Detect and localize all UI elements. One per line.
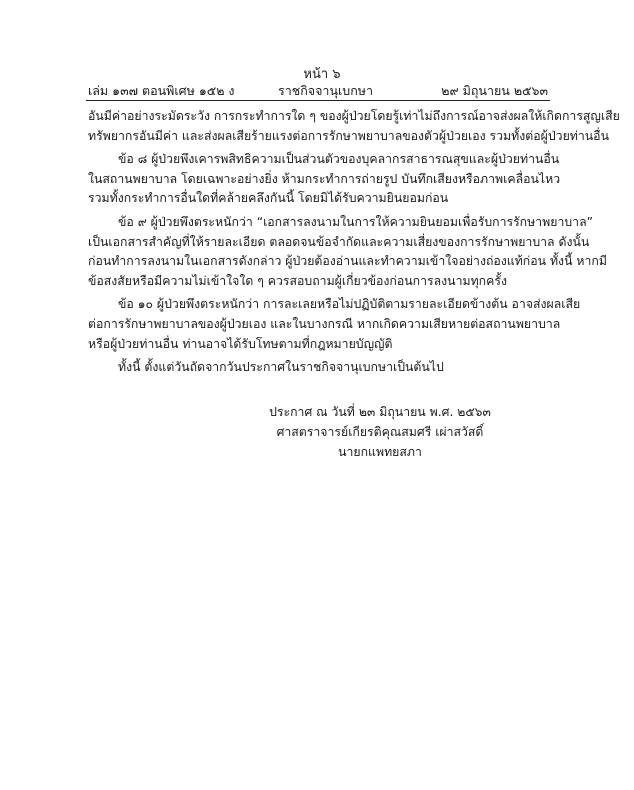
document-body xyxy=(88,107,620,378)
gazette-header xyxy=(88,81,548,99)
body-line: ต่อการรักษาพยาบาลของผู้ป่วยเอง และในบางกรณี หากเกิดความเสียหายต่อสถานพยาบาล xyxy=(88,316,561,331)
volume-issue: เล่ม ๑๓๗ ตอนพิเศษ ๑๕๒ ง xyxy=(88,83,235,98)
body-line: ทั้งนี้ ตั้งแต่วันถัดจากวันประกาศในราชกิจจานุเบกษาเป็นต้นไป xyxy=(118,360,444,375)
body-line: ก่อนทำการลงนามในเอกสารดังกล่าว ผู้ป่วยต้องอ่านและทำความเข้าใจอย่างถ่องแท้ก่อน ทั้งนี้ หากมี xyxy=(88,254,607,269)
body-line: ข้อสงสัยหรือมีความไม่เข้าใจใด ๆ ควรสอบถามผู้เกี่ยวข้องก่อนการลงนามทุกครั้ง xyxy=(88,273,507,288)
body-line: หรือผู้ป่วยท่านอื่น ท่านอาจได้รับโทษตามที่กฎหมายบัญญัติ xyxy=(88,336,393,351)
body-line: เป็นเอกสารสำคัญที่ให้รายละเอียด ตลอดจนข้อจำกัดและความเสี่ยงของการรักษาพยาบาล ดังนั้น xyxy=(88,234,590,249)
page-number: หน้า ๖ xyxy=(303,67,341,82)
publication-date: ๒๙ มิถุนายน ๒๕๖๓ xyxy=(441,83,548,98)
body-line: รวมทั้งกระทำการอื่นใดที่คล้ายคลึงกันนี้ โดยมิได้รับความยินยอมก่อน xyxy=(88,191,449,206)
body-line: ข้อ ๑๐ ผู้ป่วยพึงตระหนักว่า การละเลยหรือไม่ปฏิบัติตามรายละเอียดข้างต้น อาจส่งผลเสีย xyxy=(118,297,581,312)
body-line: ทรัพยากรอันมีค่า และส่งผลเสียร้ายแรงต่อการรักษาพยาบาลของตัวผู้ป่วยเอง รวมทั้งต่อผู้ป่วยท่านอื่น xyxy=(88,128,609,143)
publication-name: ราชกิจจานุเบกษา xyxy=(278,83,374,98)
body-line: ข้อ ๘ ผู้ป่วยพึงเคารพสิทธิความเป็นส่วนตัวของบุคลากรสาธารณสุขและผู้ป่วยท่านอื่น xyxy=(118,152,560,167)
signatory-name: ศาสตราจารย์เกียรติคุณสมศรี เผ่าสวัสดิ์ xyxy=(276,425,484,439)
body-line: อันมีค่าอย่างระมัดระวัง การกระทำการใด ๆ ของผู้ป่วยโดยรู้เท่าไม่ถึงการณ์อาจส่งผลให้เกิดการสูญเสีย xyxy=(88,109,620,123)
announcement-date: ประกาศ ณ วันที่ ๒๓ มิถุนายน พ.ศ. ๒๕๖๓ xyxy=(269,405,491,419)
body-line: ในสถานพยาบาล โดยเฉพาะอย่างยิ่ง ห้ามกระทำการถ่ายรูป บันทึกเสียงหรือภาพเคลื่อนไหว xyxy=(88,171,561,186)
signatory-position: นายกแพทยสภา xyxy=(338,445,422,459)
body-line: ข้อ ๙ ผู้ป่วยพึงตระหนักว่า “เอกสารลงนามในการให้ความยินยอมเพื่อรับการรักษาพยาบาล” xyxy=(118,214,593,229)
header-divider xyxy=(86,100,550,101)
